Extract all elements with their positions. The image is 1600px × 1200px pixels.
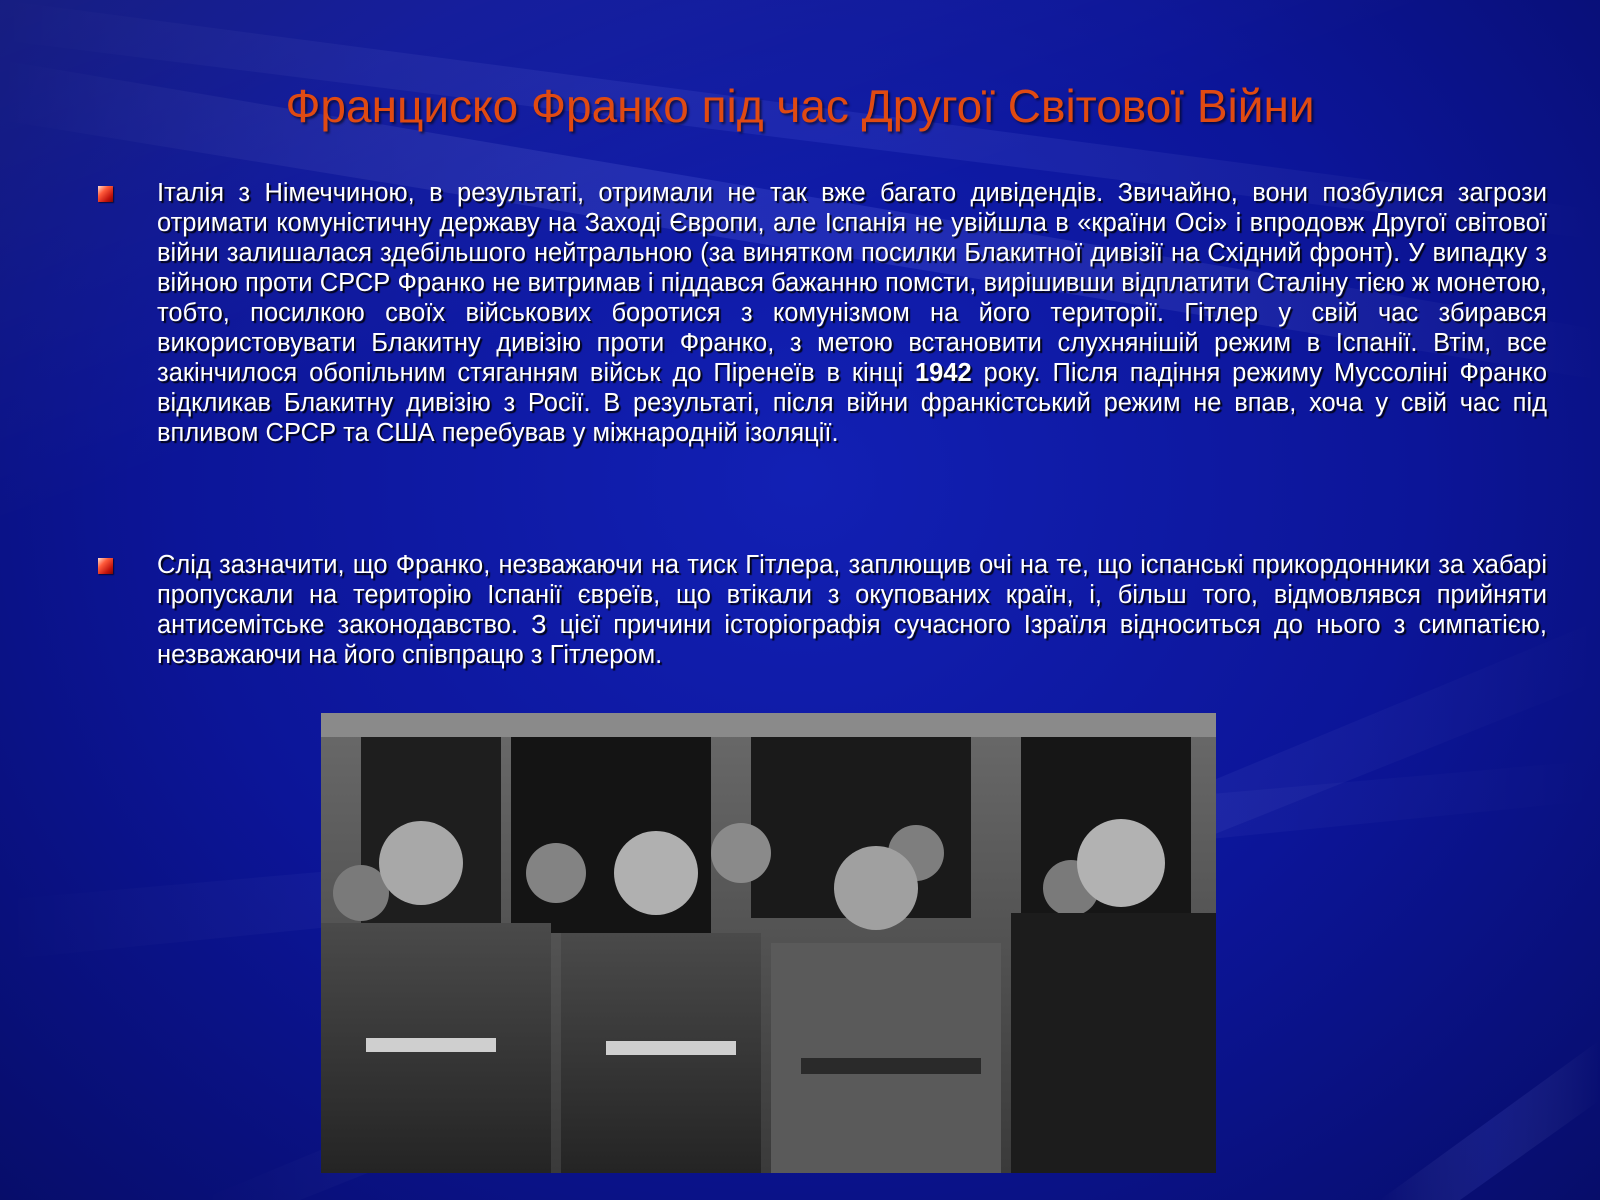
paragraph-1-text-b: року. Після падіння режиму Муссоліні Франко відкликав Блакитну дивізію з Росії. В результаті, після війни франкістський режим не впав, хоча у свій час під впливом СРСР та США перебував у міжнародній ізоляції. — [157, 359, 1547, 447]
photo-placeholder — [321, 713, 1216, 1173]
paragraph-1-text-a: Італія з Німеччиною, в результаті, отримали не так вже багато дивідендів. Звичайно, вони позбулися загрози отримати комуністичну державу на Заході Європи, але Іспанія не увійшла в «країни Осі» і впродовж Другої світової війни залишалася здебільшого нейтральною (за винятком посилки Блакитної дивізії на Східний фронт). У випадку з війною проти СРСР Франко не витримав і піддався бажанню помсти, вирішивши відплатити Сталіну тією ж монетою, тобто, посилкою своїх військових боротися з комунізмом на його території. Гітлер у свій час збирався використовувати Блакитну дивізію проти Франко, з метою встановити слухнянішій режим в Іспанії. Втім, все закінчилося обопільним стяганням військ до Піренеїв в кінці — [157, 179, 1547, 387]
bullet-square-icon — [98, 558, 113, 574]
bullet-square-icon — [98, 186, 113, 202]
paragraph-1 — [157, 178, 1547, 448]
slide-title: Франциско Франко під час Другої Світової Війни — [285, 80, 1315, 132]
paragraph-2: Слід зазначити, що Франко, незважаючи на тиск Гітлера, заплющив очі на те, що іспанські прикордонники за хабарі пропускали на територію Іспанії євреїв, що втікали з окупованих країн, і, більш того, відмовлявся прийняти антисемітське законодавство. З цієї причини історіографія сучасного Ізраїля відноситься до нього з симпатією, незважаючи на його співпрацю з Гітлером. — [157, 551, 1547, 669]
paragraph-1-year: 1942 — [914, 359, 972, 387]
historical-photo — [321, 713, 1216, 1173]
